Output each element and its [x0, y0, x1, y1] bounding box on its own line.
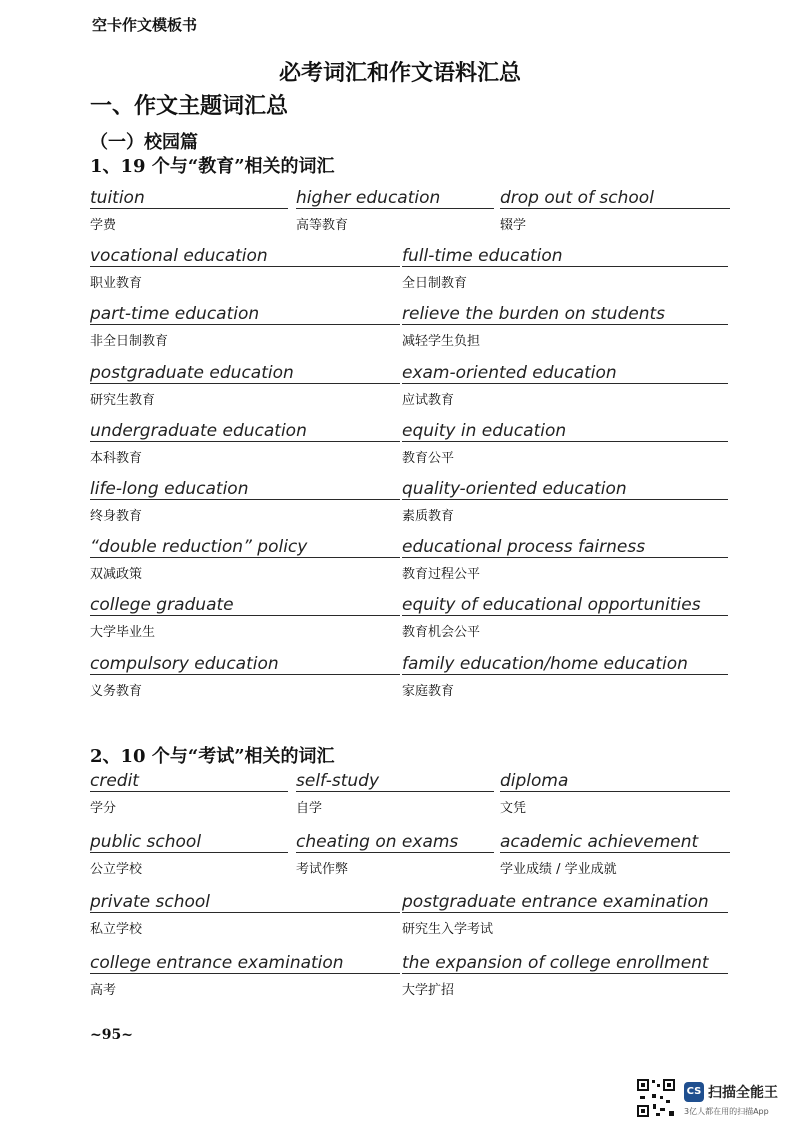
- group-title: 1、19 个与“教育”相关的词汇: [90, 156, 335, 177]
- vocab-english: higher education: [296, 187, 494, 209]
- page-number: ~95~: [90, 1027, 133, 1043]
- vocab-entry: [402, 478, 728, 524]
- vocab-chinese: 应试教育: [402, 392, 455, 408]
- vocab-chinese: 教育机会公平: [402, 625, 481, 641]
- vocab-entry: [90, 770, 288, 816]
- vocab-entry: [90, 831, 288, 877]
- vocab-english: vocational education: [90, 245, 400, 267]
- vocab-english: self-study: [296, 770, 494, 792]
- vocab-english: college entrance examination: [90, 952, 400, 974]
- vocab-chinese: 教育过程公平: [402, 567, 481, 583]
- vocab-chinese: 家庭教育: [402, 683, 455, 699]
- vocab-entry: [296, 831, 494, 877]
- camscanner-logo-icon: CS: [684, 1082, 704, 1102]
- vocab-english: exam-oriented education: [402, 362, 728, 384]
- vocab-english: tuition: [90, 187, 288, 209]
- vocab-english: educational process fairness: [402, 536, 728, 558]
- brand-tagline: 3亿人都在用的扫描App: [684, 1107, 769, 1116]
- vocab-english: diploma: [500, 770, 730, 792]
- vocab-entry: [90, 594, 400, 640]
- vocab-entry: [296, 770, 494, 816]
- vocab-english: public school: [90, 831, 288, 853]
- vocab-chinese: 私立学校: [90, 922, 143, 937]
- vocab-english: undergraduate education: [90, 420, 400, 442]
- vocab-english: drop out of school: [500, 187, 730, 209]
- vocab-english: postgraduate education: [90, 362, 400, 384]
- vocab-entry: [90, 245, 400, 291]
- qr-code-icon: [636, 1078, 676, 1118]
- vocab-chinese: 学分: [90, 801, 117, 816]
- vocab-english: cheating on exams: [296, 831, 494, 853]
- vocab-entry: [500, 187, 730, 233]
- vocab-chinese: 教育公平: [402, 450, 455, 466]
- vocab-chinese: 非全日制教育: [90, 334, 169, 350]
- vocab-entry: [402, 303, 728, 349]
- vocab-chinese: 大学扩招: [402, 982, 455, 998]
- vocab-chinese: 文凭: [500, 801, 527, 816]
- vocab-entry: [90, 653, 400, 699]
- vocab-entry: [296, 187, 494, 233]
- vocab-english: family education/home education: [402, 653, 728, 675]
- vocab-english: “double reduction” policy: [90, 536, 400, 558]
- vocab-chinese: 职业教育: [90, 276, 143, 292]
- vocab-chinese: 研究生入学考试: [402, 922, 494, 937]
- vocab-chinese: 高等教育: [296, 218, 349, 233]
- header-note: 空卡作文模板书: [92, 16, 198, 34]
- vocab-chinese: 辍学: [500, 218, 527, 233]
- vocab-english: credit: [90, 770, 288, 792]
- vocab-chinese: 高考: [90, 982, 117, 998]
- vocab-entry: [500, 770, 730, 816]
- vocab-entry: [402, 245, 728, 291]
- vocab-chinese: 学费: [90, 218, 117, 233]
- vocab-english: relieve the burden on students: [402, 303, 728, 325]
- vocab-english: academic achievement: [500, 831, 730, 853]
- vocab-english: postgraduate entrance examination: [402, 891, 728, 913]
- vocab-chinese: 终身教育: [90, 509, 143, 524]
- vocab-chinese: 研究生教育: [90, 392, 156, 408]
- vocab-english: college graduate: [90, 594, 400, 616]
- vocab-chinese: 考试作弊: [296, 861, 349, 877]
- vocab-chinese: 减轻学生负担: [402, 334, 481, 350]
- vocab-english: private school: [90, 891, 400, 913]
- vocab-entry: [402, 536, 728, 582]
- vocab-english: life-long education: [90, 478, 400, 500]
- vocab-entry: [90, 362, 400, 408]
- vocab-chinese: 义务教育: [90, 683, 143, 699]
- group-title: 2、10 个与“考试”相关的词汇: [90, 746, 335, 767]
- vocab-entry: [90, 891, 400, 937]
- vocab-entry: [90, 187, 288, 233]
- scanner-watermark: [636, 1078, 786, 1122]
- vocab-entry: [402, 420, 728, 466]
- vocab-entry: [402, 594, 728, 640]
- vocab-entry: [90, 952, 400, 998]
- vocab-english: part-time education: [90, 303, 400, 325]
- vocab-chinese: 双减政策: [90, 567, 143, 583]
- vocab-english: the expansion of college enrollment: [402, 952, 728, 974]
- vocab-english: quality-oriented education: [402, 478, 728, 500]
- vocab-chinese: 大学毕业生: [90, 625, 156, 641]
- vocab-entry: [402, 891, 728, 937]
- vocab-chinese: 本科教育: [90, 450, 143, 466]
- vocab-entry: [402, 952, 728, 998]
- brand-name: 扫描全能王: [708, 1085, 778, 1101]
- section-title: 一、作文主题词汇总: [90, 93, 289, 119]
- vocab-entry: [90, 303, 400, 349]
- vocab-entry: [90, 420, 400, 466]
- vocab-chinese: 学业成绩 / 学业成就: [500, 861, 617, 877]
- page-title: 必考词汇和作文语料汇总: [278, 60, 521, 86]
- vocab-entry: [402, 362, 728, 408]
- subsection-title: （一）校园篇: [90, 132, 198, 153]
- vocab-chinese: 全日制教育: [402, 276, 468, 292]
- vocab-entry: [90, 478, 400, 524]
- vocab-entry: [402, 653, 728, 699]
- vocab-english: equity of educational opportunities: [402, 594, 728, 616]
- vocab-english: equity in education: [402, 420, 728, 442]
- vocab-chinese: 素质教育: [402, 509, 455, 524]
- vocab-english: full-time education: [402, 245, 728, 267]
- vocab-entry: [500, 831, 730, 877]
- vocab-chinese: 公立学校: [90, 861, 143, 877]
- vocab-chinese: 自学: [296, 801, 323, 816]
- vocab-entry: [90, 536, 400, 582]
- vocab-english: compulsory education: [90, 653, 400, 675]
